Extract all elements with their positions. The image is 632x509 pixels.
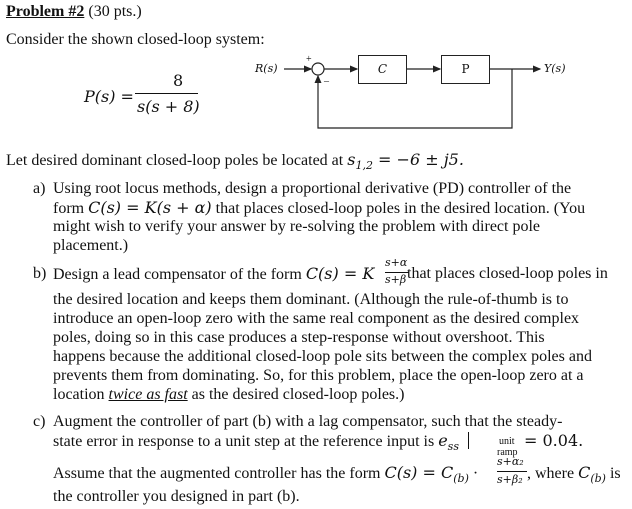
plant-fraction-bar — [135, 93, 198, 94]
part-b-line2: the desired location and keeps them dominant. (Although the rule-of-thumb is to — [53, 291, 569, 308]
part-b-line4: poles, doing so in this case produces a step-response without overshoot. This — [53, 329, 545, 346]
minus-sign: – — [324, 76, 329, 87]
desired-poles-line — [6, 150, 464, 175]
plant-lhs: P(s) = — [84, 87, 134, 106]
part-c-eval-bar — [468, 432, 469, 449]
part-c-line3-post: is — [605, 465, 621, 482]
part-b-formula: C(s) = K — [305, 264, 375, 283]
desired-poles-sub: 1,2 — [355, 159, 373, 173]
plus-sign: + — [306, 54, 312, 65]
part-c-cond-ramp: ramp — [497, 447, 518, 458]
part-b-line1 — [53, 264, 374, 284]
part-b-frac-num: s+α — [385, 256, 408, 269]
part-a-line2-post: that places closed-loop poles in the desired location. (You — [211, 200, 586, 217]
part-c-cb: C — [578, 463, 591, 482]
part-a-line1: Using root locus methods, design a proportional derivative (PD) controller of the — [53, 180, 572, 197]
part-c-error-value: = 0.04. — [524, 431, 584, 450]
part-c-line3-mid: , where — [527, 465, 579, 482]
part-a-line2 — [53, 198, 585, 218]
part-c-frac-den: s+β₂ — [497, 473, 523, 486]
part-c-formula: C(s) = C — [384, 463, 454, 482]
part-c-frac-bar — [497, 471, 527, 472]
controller-block: C — [358, 55, 407, 84]
part-a-line2-pre: form — [53, 200, 89, 217]
part-c-line3-pre: Assume that the augmented controller has the form — [53, 465, 385, 482]
part-c-cb-sub: (b) — [590, 472, 606, 486]
part-b-line7-pre: location — [53, 386, 109, 403]
part-b-line7-post: as the desired closed-loop poles.) — [187, 386, 405, 403]
part-b-frac-den: s+β — [385, 273, 407, 286]
part-c-formula-sub: (b) — [453, 472, 469, 486]
plant-numerator: 8 — [173, 71, 184, 90]
part-a-line3: might wish to verify your answer by re-solving the problem with direct pole — [53, 218, 541, 235]
part-c-line2-pre: state error in response to a unit step at the reference input is — [53, 433, 439, 450]
plant-denominator: s(s + 8) — [137, 97, 200, 116]
block-diagram — [250, 50, 580, 140]
block-diagram-wires — [250, 50, 580, 140]
problem-points: (30 pts.) — [88, 3, 142, 20]
problem-header — [6, 2, 142, 21]
desired-poles-var: s — [347, 150, 356, 169]
part-b-line6: prevents them from dominating. So, for this problem, place the open-loop zero at a — [53, 367, 584, 384]
problem-title: Problem #2 — [6, 3, 85, 20]
intro-text: Consider the shown closed-loop system: — [6, 31, 265, 48]
part-c-frac-num: s+α₂ — [497, 455, 524, 468]
part-a-marker: a) — [33, 180, 46, 197]
part-c-line3: Assume that the augmented controller has the form $C(s) = C_{(b)}$ · — [53, 463, 479, 486]
desired-poles-value: = −6 ± j5. — [372, 150, 464, 169]
part-b-line5: happens because the additional closed-loop pole sits between the complex poles and — [53, 348, 592, 365]
part-b-line1-post: that places closed-loop poles in — [407, 265, 608, 282]
part-c-error-sub: ss — [447, 440, 459, 454]
part-c-line4: the controller you designed in part (b). — [53, 488, 300, 505]
input-label: R(s) — [255, 62, 278, 75]
plant-block: P — [441, 55, 490, 84]
part-c-line3-tail — [527, 463, 621, 488]
part-c-error-var: e — [438, 431, 448, 450]
part-c-marker: c) — [33, 413, 46, 430]
part-b-emphasis: twice as fast — [108, 386, 188, 403]
part-b-line3: introduce an open-loop zero with the same real component as the desired complex — [53, 310, 580, 327]
part-b-line7 — [53, 385, 404, 404]
part-a-line4: placement.) — [53, 237, 129, 254]
part-c-line1: Augment the controller of part (b) with a lag compensator, such that the steady- — [53, 413, 563, 430]
part-b-line1-pre: Design a lead compensator of the form — [53, 266, 306, 283]
part-c-line2 — [53, 431, 459, 456]
part-c-cond-unit: unit — [499, 436, 515, 447]
summing-junction — [312, 63, 324, 75]
output-label: Y(s) — [544, 62, 566, 75]
desired-poles-text: Let desired dominant closed-loop poles be located at — [6, 152, 348, 169]
part-b-marker: b) — [33, 265, 47, 282]
part-a-formula: C(s) = K(s + α) — [88, 198, 212, 217]
